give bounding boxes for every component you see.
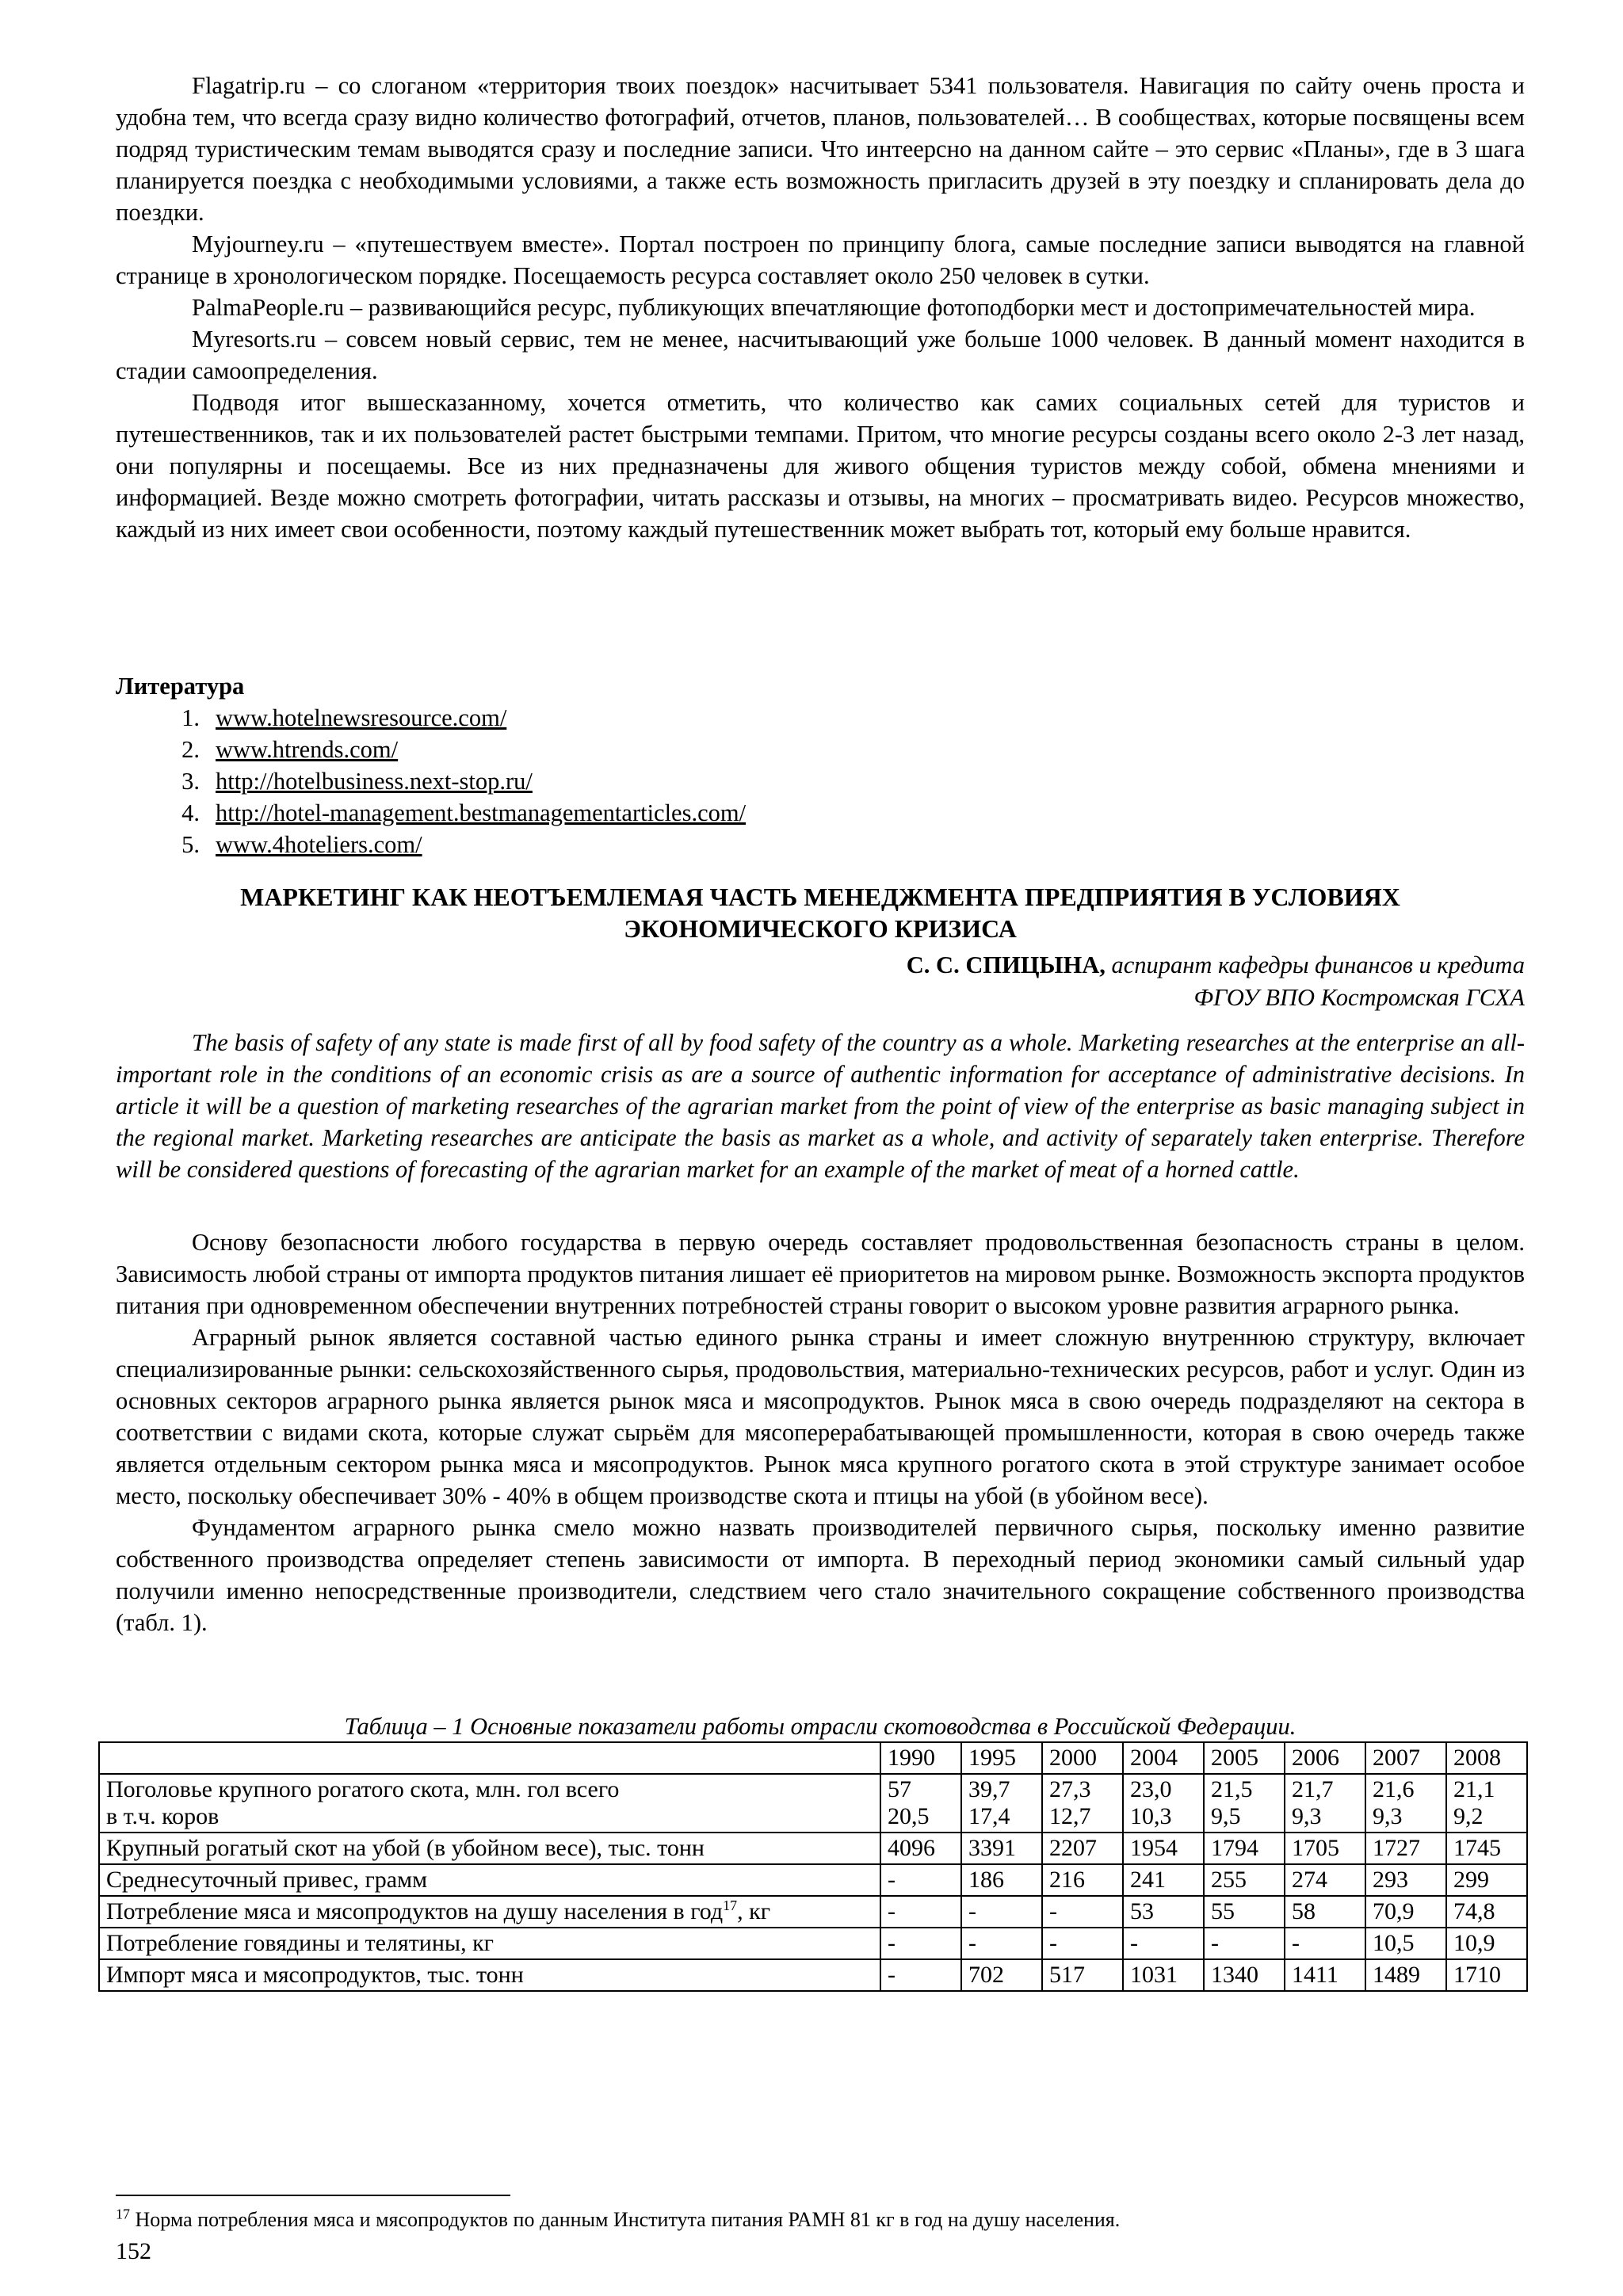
reference-number: 3. xyxy=(181,768,200,795)
row-label-unit: , кг xyxy=(737,1898,771,1924)
table-cell: 274 xyxy=(1285,1864,1365,1896)
year-cell: 2007 xyxy=(1365,1742,1446,1774)
paragraph: Flagatrip.ru – со слоганом «территория твоих поездок» насчитывает 5341 пользователя. Навигация по сайту очень проста и удобна тем, что всегда сразу видно количество фотографий, отчетов, планов, пользователей… В сообществах, которые посвящены всем подряд туристическим темам выводятся сразу и последние записи. Что интеерсно на данном сайте – это сервис «Планы», где в 3 шага планируется поездка с необходимыми условиями, а также есть возможность пригласить друзей в эту поездку и спланировать дела до поездки. xyxy=(116,72,1525,226)
reference-item xyxy=(116,829,1525,860)
author-name: С. С. СПИЦЫНА, xyxy=(906,952,1106,978)
table-cell: 702 xyxy=(961,1959,1042,1991)
reference-number: 1. xyxy=(181,704,200,731)
year-cell: 2008 xyxy=(1446,1742,1527,1774)
table-cell: 216 xyxy=(1042,1864,1123,1896)
table-cell: - xyxy=(1042,1896,1123,1928)
table-cell: 3391 xyxy=(961,1833,1042,1864)
article-title-line: ЭКОНОМИЧЕСКОГО КРИЗИСА xyxy=(624,914,1017,943)
table-cell: 70,9 xyxy=(1365,1896,1446,1928)
footnote-mark: 17 xyxy=(723,1897,738,1913)
row-label-line: Поголовье крупного рогатого скота, млн. гол всего xyxy=(106,1776,620,1802)
table-cell: 23,0 10,3 xyxy=(1123,1774,1204,1833)
table-cell: 53 xyxy=(1123,1896,1204,1928)
table-cell: - xyxy=(880,1896,961,1928)
table-cell: 21,6 9,3 xyxy=(1365,1774,1446,1833)
author-info xyxy=(116,949,1525,1014)
table-cell: 1705 xyxy=(1285,1833,1365,1864)
reference-number: 5. xyxy=(181,831,200,858)
table-cell: 74,8 xyxy=(1446,1896,1527,1928)
table-header-row xyxy=(99,1742,1527,1774)
paragraph: Myresorts.ru – совсем новый сервис, тем не менее, насчитывающий уже больше 1000 человек. В данный момент находится в стадии самоопределения. xyxy=(116,326,1525,384)
table-cell: 299 xyxy=(1446,1864,1527,1896)
author-position: аспирант кафедры финансов и кредита xyxy=(1105,952,1525,978)
table-cell: - xyxy=(880,1959,961,1991)
table-cell: - xyxy=(880,1928,961,1959)
table-cell: - xyxy=(961,1896,1042,1928)
table-row xyxy=(99,1774,1527,1833)
row-label-text: Потребление мяса и мясопродуктов на душу населения в год xyxy=(106,1898,724,1924)
article-body xyxy=(116,1226,1525,1638)
table-cell: 27,3 12,7 xyxy=(1042,1774,1123,1833)
year-cell: 1990 xyxy=(880,1742,961,1774)
table-cell: 517 xyxy=(1042,1959,1123,1991)
table-cell: - xyxy=(961,1928,1042,1959)
year-cell: 2004 xyxy=(1123,1742,1204,1774)
abstract-text: The basis of safety of any state is made first of all by food safety of the country as a whole. Marketing researches at the enterprise an all-important role in the conditions of an economic crisis as are a source of authentic information for acceptance of administrative decisions. In article it will be a question of marketing researches of the agrarian market from the point of view of the enterprise as basic managing subject in the regional market. Marketing researches are anticipate the basis as market as a whole, and activity of separately taken enterprise. Therefore will be considered questions of forecasting of the agrarian market for an example of the market of meat of a horned cattle. xyxy=(116,1029,1525,1183)
year-cell: 2006 xyxy=(1285,1742,1365,1774)
table-cell: 4096 xyxy=(880,1833,961,1864)
literature-section xyxy=(116,670,1525,860)
reference-item xyxy=(116,734,1525,765)
table-cell: 1794 xyxy=(1204,1833,1285,1864)
page-number: 152 xyxy=(116,2238,151,2264)
paragraph: Подводя итог вышесказанному, хочется отметить, что количество как самих социальных сетей для туристов и путешественников, так и их пользователей растет быстрыми темпами. Притом, что многие ресурсы созданы всего около 2-3 лет назад, они популярны и посещаемы. Все из них предназначены для живого общения туристов между собой, обмена мнениями и информацией. Везде можно смотреть фотографии, читать рассказы и отзывы, на многих – просматривать видео. Ресурсов множество, каждый из них имеет свои особенности, поэтому каждый путешественник может выбрать тот, который ему больше нравится. xyxy=(116,389,1525,543)
reference-link[interactable]: www.4hoteliers.com/ xyxy=(216,831,422,858)
table-cell: 2207 xyxy=(1042,1833,1123,1864)
table-cell: 55 xyxy=(1204,1896,1285,1928)
paragraph: Основу безопасности любого государства в первую очередь составляет продовольственная безопасность страны в целом. Зависимость любой страны от импорта продуктов питания лишает её приоритетов на мировом рынке. Возможность экспорта продуктов питания при одновременном обеспечении внутренних потребностей страны говорит о высоком уровне развития аграрного рынка. xyxy=(116,1229,1525,1319)
table-cell: 1411 xyxy=(1285,1959,1365,1991)
paragraph: Аграрный рынок является составной частью единого рынка страны и имеет сложную внутреннюю структуру, включает специализированные рынки: сельскохозяйственного сырья, продовольствия, материально-технических ресурсов, работ и услуг. Один из основных секторов аграрного рынка является рынок мяса и мясопродуктов. Рынок мяса в свою очередь подразделяют на сектора в соответствии с видами скота, которые служат сырьём для мясоперерабатывающей промышленности, которая в свою очередь также является отдельным сектором рынка мяса и мясопродуктов. Рынок мяса крупного рогатого скота в этой структуре занимает особое место, поскольку обеспечивает 30% - 40% в общем производстве скота и птицы на убой (в убойном весе). xyxy=(116,1324,1525,1509)
table-cell: 293 xyxy=(1365,1864,1446,1896)
table-cell: - xyxy=(880,1864,961,1896)
table-cell: - xyxy=(1204,1928,1285,1959)
author-line xyxy=(116,949,1525,982)
reference-link[interactable]: www.hotelnewsresource.com/ xyxy=(216,704,507,731)
reference-link[interactable]: http://hotelbusiness.next-stop.ru/ xyxy=(216,768,533,795)
footnote-text: Норма потребления мяса и мясопродуктов по данным Института питания РАМН 81 кг в год на душу населения. xyxy=(130,2208,1121,2231)
reference-number: 4. xyxy=(181,799,200,826)
table-row xyxy=(99,1928,1527,1959)
table-cell: 1489 xyxy=(1365,1959,1446,1991)
table-cell: 241 xyxy=(1123,1864,1204,1896)
table-cell: 21,5 9,5 xyxy=(1204,1774,1285,1833)
table-row xyxy=(99,1959,1527,1991)
reference-item xyxy=(116,702,1525,734)
table-cell: 58 xyxy=(1285,1896,1365,1928)
table-cell: 21,7 9,3 xyxy=(1285,1774,1365,1833)
table-cell: 1954 xyxy=(1123,1833,1204,1864)
footnote-mark: 17 xyxy=(116,2206,130,2222)
footnote-divider xyxy=(116,2195,510,2196)
table-cell: 10,5 xyxy=(1365,1928,1446,1959)
year-cell: 1995 xyxy=(961,1742,1042,1774)
footnote xyxy=(116,2207,1120,2233)
row-label: Потребление говядины и телятины, кг xyxy=(99,1928,880,1959)
article-title-line: МАРКЕТИНГ КАК НЕОТЪЕМЛЕМАЯ ЧАСТЬ МЕНЕДЖМЕНТА ПРЕДПРИЯТИЯ В УСЛОВИЯХ xyxy=(240,883,1400,911)
table-cell: 1031 xyxy=(1123,1959,1204,1991)
abstract xyxy=(116,1027,1525,1185)
table-cell: - xyxy=(1285,1928,1365,1959)
article-title xyxy=(116,881,1525,944)
reference-link[interactable]: www.htrends.com/ xyxy=(216,736,399,763)
row-label xyxy=(99,1896,880,1928)
year-cell: 2005 xyxy=(1204,1742,1285,1774)
paragraph: Фундаментом аграрного рынка смело можно назвать производителей первичного сырья, поскольку именно развитие собственного производства определяет степень зависимости от импорта. В переходный период экономики самый сильный удар получили именно непосредственные производители, следствием чего стало значительного сокращение собственного производства (табл. 1). xyxy=(116,1514,1525,1636)
table-cell: 21,1 9,2 xyxy=(1446,1774,1527,1833)
table-row xyxy=(99,1864,1527,1896)
reference-list xyxy=(116,702,1525,860)
table-row xyxy=(99,1833,1527,1864)
table-cell: 10,9 xyxy=(1446,1928,1527,1959)
table-cell: 1340 xyxy=(1204,1959,1285,1991)
reference-number: 2. xyxy=(181,736,200,763)
row-label: Крупный рогатый скот на убой (в убойном весе), тыс. тонн xyxy=(99,1833,880,1864)
table-row xyxy=(99,1896,1527,1928)
table-cell: - xyxy=(1123,1928,1204,1959)
reference-item xyxy=(116,797,1525,829)
paragraph: Myjourney.ru – «путешествуем вместе». Портал построен по принципу блога, самые последние записи выводятся на главной странице в хронологическом порядке. Посещаемость ресурса составляет около 250 человек в сутки. xyxy=(116,231,1525,289)
table-cell xyxy=(99,1742,880,1774)
paragraph: PalmaPeople.ru – развивающийся ресурс, публикующих впечатляющие фотоподборки мест и достопримечательностей мира. xyxy=(192,294,1476,321)
table-cell: 1727 xyxy=(1365,1833,1446,1864)
row-label xyxy=(99,1774,880,1833)
table-cell: - xyxy=(1042,1928,1123,1959)
reference-item xyxy=(116,765,1525,797)
table-caption: Таблица – 1 Основные показатели работы отрасли скотоводства в Российской Федерации. xyxy=(344,1713,1296,1740)
table-cell: 186 xyxy=(961,1864,1042,1896)
row-label-line: в т.ч. коров xyxy=(106,1803,220,1829)
year-cell: 2000 xyxy=(1042,1742,1123,1774)
section-social-networks xyxy=(116,70,1525,545)
reference-link[interactable]: http://hotel-management.bestmanagementarticles.com/ xyxy=(216,799,747,826)
table-cell: 39,7 17,4 xyxy=(961,1774,1042,1833)
table-cell: 255 xyxy=(1204,1864,1285,1896)
author-affiliation: ФГОУ ВПО Костромская ГСХА xyxy=(1193,984,1525,1011)
row-label: Среднесуточный привес, грамм xyxy=(99,1864,880,1896)
table-cell: 57 20,5 xyxy=(880,1774,961,1833)
literature-heading: Литература xyxy=(116,673,245,700)
row-label: Импорт мяса и мясопродуктов, тыс. тонн xyxy=(99,1959,880,1991)
table-cell: 1710 xyxy=(1446,1959,1527,1991)
livestock-indicators-table xyxy=(98,1741,1528,1992)
table-cell: 1745 xyxy=(1446,1833,1527,1864)
